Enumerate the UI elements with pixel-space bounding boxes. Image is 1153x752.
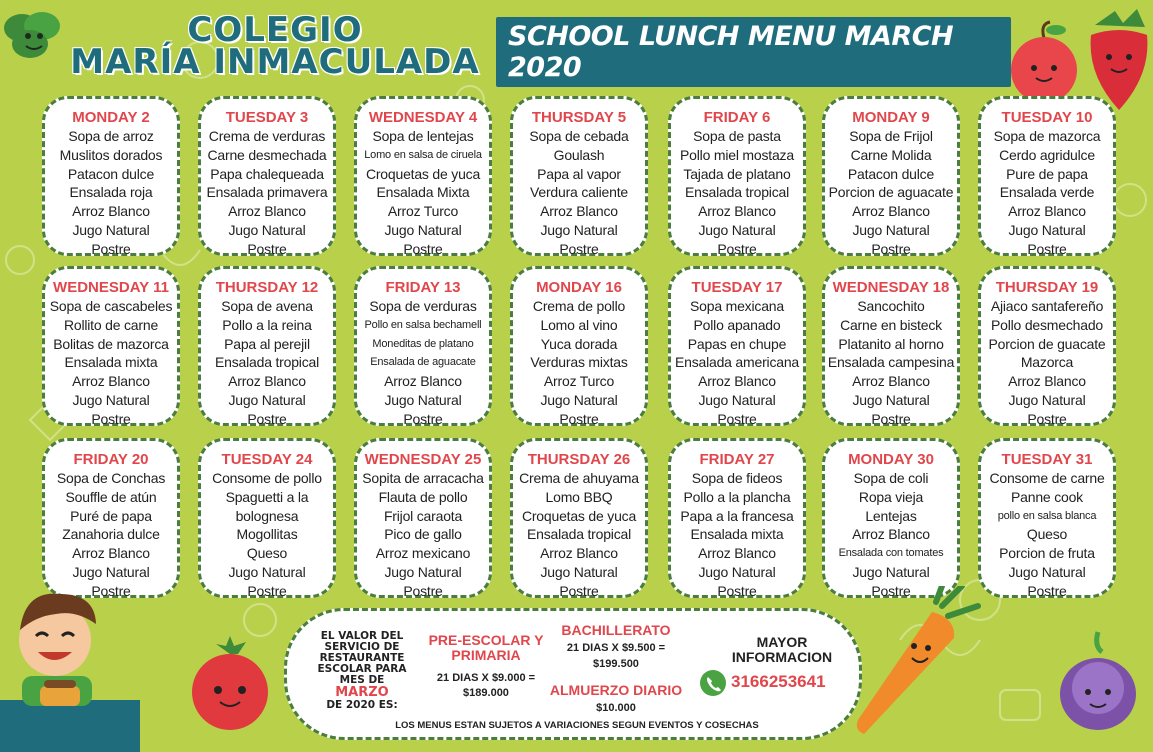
menu-day-card xyxy=(198,266,336,426)
menu-day-title: TUESDAY 24 xyxy=(221,451,313,468)
menu-item: Sopa mexicana xyxy=(690,298,784,314)
menu-day-title: MONDAY 2 xyxy=(72,109,150,126)
menu-item: Crema de ahuyama xyxy=(519,470,639,486)
menu-item: Arroz Blanco xyxy=(698,203,776,220)
menu-item: Jugo Natural xyxy=(228,563,306,580)
phone-icon xyxy=(699,669,727,697)
menu-item: Jugo Natural xyxy=(384,563,462,580)
menu-item: Muslitos dorados xyxy=(59,146,163,163)
menu-item: Arroz Turco xyxy=(543,373,615,390)
menu-item: Postre xyxy=(403,582,443,599)
menu-item: Queso xyxy=(1026,526,1068,543)
menu-item: Postre xyxy=(559,410,599,427)
menu-item: Papas en chupe xyxy=(687,335,787,352)
menu-day-card xyxy=(42,266,180,426)
menu-item: Cerdo agridulce xyxy=(999,146,1095,163)
menu-item: Jugo Natural xyxy=(228,221,306,238)
menu-item: Verdura caliente xyxy=(530,184,628,201)
menu-item: Carne Molida xyxy=(850,146,932,163)
menu-item: Ensalada mixta xyxy=(690,526,784,543)
menu-day-card xyxy=(510,266,648,426)
menu-item: Patacon dulce xyxy=(847,165,935,182)
carrot-icon xyxy=(852,586,982,736)
menu-item: Arroz Blanco xyxy=(698,545,776,562)
menu-item: Jugo Natural xyxy=(540,391,618,408)
preschool-title xyxy=(421,633,551,662)
menu-item: Sopa de Conchas xyxy=(56,470,166,486)
menu-item: Carne en bisteck xyxy=(840,316,942,333)
menu-item: Ropa vieja xyxy=(858,488,924,505)
menu-item: Pollo miel mostaza xyxy=(680,146,794,163)
menu-day-title: FRIDAY 13 xyxy=(385,279,461,296)
menu-day-title: FRIDAY 20 xyxy=(73,451,149,468)
service-value-line1: EL VALOR DEL xyxy=(320,630,404,642)
menu-item: Panne cook xyxy=(1011,488,1083,505)
onion-icon xyxy=(1054,628,1144,733)
menu-item: Arroz Blanco xyxy=(72,545,150,562)
menu-item: Flauta de pollo xyxy=(378,488,468,505)
menu-item: Platanito al horno xyxy=(838,335,944,352)
menu-day-card xyxy=(198,96,336,256)
menu-item: Sopa de coli xyxy=(853,470,929,486)
menu-item: Arroz Blanco xyxy=(72,203,150,220)
bachillerato-title: BACHILLERATO xyxy=(561,622,671,638)
service-value-text xyxy=(317,631,407,711)
service-value-line3: RESTAURANTE xyxy=(319,652,405,665)
menu-item: Sopa de pasta xyxy=(693,128,781,144)
menu-item: Sopa de mazorca xyxy=(993,128,1101,144)
menu-day-title: MONDAY 30 xyxy=(848,451,934,468)
menu-item: Arroz Blanco xyxy=(540,545,618,562)
menu-banner-title: SCHOOL LUNCH MENU MARCH 2020 xyxy=(508,21,954,83)
menu-item: Arroz Blanco xyxy=(1008,373,1086,390)
menu-item: Arroz Blanco xyxy=(228,373,306,390)
menu-day-card xyxy=(668,96,806,256)
menu-item: Jugo Natural xyxy=(72,391,150,408)
menu-item: Crema de pollo xyxy=(532,298,626,314)
menu-item: Arroz Blanco xyxy=(72,373,150,390)
menu-item: Croquetas de yuca xyxy=(521,507,637,524)
menu-item: Crema de verduras xyxy=(208,128,326,144)
menu-item: Arroz Blanco xyxy=(384,373,462,390)
menu-item: Tajada de platano xyxy=(683,165,791,182)
menu-item: Ensalada americana xyxy=(674,354,800,371)
menu-item: Postre xyxy=(717,582,757,599)
menu-item: Pollo a la reina xyxy=(222,316,312,333)
school-name-line2: MARÍA INMACULADA xyxy=(70,42,480,83)
menu-item: Pollo a la plancha xyxy=(683,488,791,505)
menu-item: Ajiaco santafereño xyxy=(990,298,1104,314)
menu-item: Sancochito xyxy=(857,298,925,314)
menu-day-title: THURSDAY 12 xyxy=(215,279,319,296)
menu-day-title: WEDNESDAY 18 xyxy=(832,279,950,296)
menu-item: Jugo Natural xyxy=(540,221,618,238)
menu-item: Arroz Blanco xyxy=(852,203,930,220)
menu-day-title: WEDNESDAY 4 xyxy=(368,109,478,126)
menu-item: Postre xyxy=(1027,410,1067,427)
menu-day-title: TUESDAY 10 xyxy=(1001,109,1093,126)
menu-item: Jugo Natural xyxy=(1008,391,1086,408)
menu-item: Ensalada campesina xyxy=(827,354,955,371)
menu-item: Pollo desmechado xyxy=(991,316,1103,333)
menu-item: Mogollitas xyxy=(236,526,298,543)
menu-item: Arroz Turco xyxy=(387,203,459,220)
menu-item: Papa al perejil xyxy=(224,335,310,352)
menu-day-title: WEDNESDAY 25 xyxy=(364,451,482,468)
menu-item: Lomo BBQ xyxy=(545,488,613,505)
preschool-price-line1: 21 DIAS X $9.000 = xyxy=(436,672,536,684)
menu-item: Sopa de fideos xyxy=(691,470,783,486)
menu-item: Postre xyxy=(717,410,757,427)
preschool-price xyxy=(421,673,551,699)
menu-item: Pico de gallo xyxy=(384,526,462,543)
bachillerato-price xyxy=(551,643,681,670)
menu-item: Verduras mixtas xyxy=(530,354,628,371)
menu-item: Arroz Blanco xyxy=(1008,203,1086,220)
menu-item: Pollo apanado xyxy=(693,316,781,333)
menu-item: Arroz mexicano xyxy=(375,545,471,562)
menu-item: Yuca dorada xyxy=(540,335,618,352)
menu-item: Arroz Blanco xyxy=(540,203,618,220)
menu-day-title: TUESDAY 31 xyxy=(1001,451,1093,468)
menu-item: Jugo Natural xyxy=(852,221,930,238)
menu-day-card xyxy=(354,266,492,426)
menu-item: Arroz Blanco xyxy=(698,373,776,390)
menu-item: Sopa de arroz xyxy=(68,128,154,144)
menu-item: Jugo Natural xyxy=(384,391,462,408)
menu-item: Sopa de verduras xyxy=(369,298,477,314)
menu-item: Ensalada tropical xyxy=(685,184,789,201)
menu-item: Jugo Natural xyxy=(540,563,618,580)
menu-item: Sopa de Frijol xyxy=(849,128,933,144)
more-info-line1: MAYOR xyxy=(756,634,808,650)
school-name xyxy=(60,10,490,83)
menu-item: Ensalada tropical xyxy=(527,526,631,543)
menu-item: Postre xyxy=(403,240,443,257)
menu-day-title: FRIDAY 6 xyxy=(703,109,771,126)
service-value-line5 xyxy=(317,675,407,700)
menu-item: Jugo Natural xyxy=(1008,221,1086,238)
menu-day-card xyxy=(978,438,1116,598)
preschool-price-total: $189.000 xyxy=(463,686,509,699)
menu-day-card xyxy=(354,438,492,598)
menu-item: Lomo al vino xyxy=(540,316,618,333)
menu-item: Moneditas de platano xyxy=(372,337,474,350)
menu-day-card xyxy=(822,438,960,598)
menu-item: Arroz Blanco xyxy=(852,373,930,390)
menu-day-card xyxy=(668,438,806,598)
menu-item: Arroz Blanco xyxy=(228,203,306,220)
menu-item: Postre xyxy=(91,240,131,257)
menu-item: pollo en salsa blanca xyxy=(997,509,1097,522)
service-value-month-label: MES DE xyxy=(339,674,385,687)
menu-item: Zanahoria dulce xyxy=(62,526,160,543)
menu-item: Ensalada de aguacate xyxy=(370,356,476,369)
menu-day-card xyxy=(510,438,648,598)
school-name-line1: COLEGIO xyxy=(187,10,363,50)
menu-disclaimer: LOS MENUS ESTAN SUJETOS A VARIACIONES SEGUN EVENTOS Y COSECHAS xyxy=(395,720,759,731)
price-info-panel xyxy=(284,608,862,740)
menu-item: Postre xyxy=(1027,582,1067,599)
menu-item: Postre xyxy=(91,410,131,427)
menu-item: Ensalada primavera xyxy=(206,184,328,201)
preschool-title-line1: PRE-ESCOLAR Y xyxy=(428,632,544,648)
apple-icon xyxy=(1004,20,1084,105)
more-info-line2: INFORMACION xyxy=(731,648,833,665)
menu-item: Postre xyxy=(559,582,599,599)
menu-item: Jugo Natural xyxy=(698,391,776,408)
menu-item: Pure de papa xyxy=(1006,165,1088,182)
menu-day-card xyxy=(42,438,180,598)
menu-day-title: TUESDAY 17 xyxy=(691,279,783,296)
menu-item: Ensalada tropical xyxy=(215,354,319,371)
menu-day-title: THURSDAY 5 xyxy=(531,109,627,126)
menu-item: Postre xyxy=(247,410,287,427)
menu-item: Jugo Natural xyxy=(852,563,930,580)
kid-eating-illustration xyxy=(0,590,140,752)
menu-item: Jugo Natural xyxy=(72,563,150,580)
menu-item: Lomo en salsa de ciruela xyxy=(364,148,482,161)
menu-item: Jugo Natural xyxy=(228,391,306,408)
menu-item: Jugo Natural xyxy=(698,563,776,580)
menu-day-title: MONDAY 9 xyxy=(852,109,930,126)
menu-item: Ensalada mixta xyxy=(64,354,158,371)
menu-item: Goulash xyxy=(553,146,605,163)
menu-item: Postre xyxy=(871,410,911,427)
menu-day-card xyxy=(354,96,492,256)
menu-item: Postre xyxy=(1027,240,1067,257)
phone-number[interactable]: 3166253641 xyxy=(731,672,826,691)
menu-day-title: MONDAY 16 xyxy=(536,279,622,296)
preschool-title-line2: PRIMARIA xyxy=(451,646,521,663)
menu-item: Croquetas de yuca xyxy=(365,165,481,182)
menu-item: Postre xyxy=(247,582,287,599)
menu-item: Frijol caraota xyxy=(383,507,463,524)
menu-item: Jugo Natural xyxy=(72,221,150,238)
menu-item: Jugo Natural xyxy=(698,221,776,238)
menu-item: Rollito de carne xyxy=(63,316,159,333)
menu-item: Pollo en salsa bechamell xyxy=(364,318,482,331)
menu-item: Ensalada roja xyxy=(69,184,153,201)
menu-item: Lentejas xyxy=(865,507,917,524)
menu-day-title: WEDNESDAY 11 xyxy=(53,279,169,296)
menu-item: Carne desmechada xyxy=(207,146,327,163)
bachillerato-price-total: $199.500 xyxy=(593,657,639,670)
menu-day-card xyxy=(978,96,1116,256)
menu-day-card xyxy=(822,96,960,256)
bachillerato-price-line1: 21 DIAS X $9.500 = xyxy=(566,642,666,654)
menu-item: Queso xyxy=(246,545,288,562)
menu-item: Bolitas de mazorca xyxy=(53,335,169,352)
menu-day-card xyxy=(978,266,1116,426)
menu-day-title: TUESDAY 3 xyxy=(225,109,309,126)
menu-banner xyxy=(496,17,1011,87)
menu-item: Souffle de atún xyxy=(65,488,157,505)
service-value-line6: DE 2020 ES: xyxy=(326,698,398,711)
service-value-line4: ESCOLAR PARA xyxy=(317,663,407,676)
menu-item: Spaguetti a la xyxy=(225,488,309,505)
menu-item: Mazorca xyxy=(1020,354,1074,371)
menu-item: Papa chalequeada xyxy=(210,165,324,182)
menu-day-title: FRIDAY 27 xyxy=(699,451,775,468)
menu-item: Postre xyxy=(403,410,443,427)
menu-item: Porcion de aguacate xyxy=(828,184,954,201)
menu-item: Sopita de arracacha xyxy=(362,470,484,486)
menu-item: Consome de pollo xyxy=(212,470,322,486)
almuerzo-price: $10.000 xyxy=(596,702,636,714)
menu-item: Jugo Natural xyxy=(1008,563,1086,580)
tomato-icon xyxy=(186,636,274,732)
menu-item: Sopa de avena xyxy=(221,298,313,314)
menu-item: Jugo Natural xyxy=(384,221,462,238)
menu-item: Sopa de lentejas xyxy=(372,128,474,144)
menu-item: Ensalada con tomates xyxy=(838,547,944,560)
menu-item: Postre xyxy=(717,240,757,257)
menu-item: Papa al vapor xyxy=(537,165,621,182)
menu-day-title: THURSDAY 19 xyxy=(995,279,1099,296)
menu-item: Ensalada Mixta xyxy=(376,184,470,201)
service-value-month: MARZO xyxy=(335,685,389,701)
menu-item: Porcion de guacate xyxy=(988,335,1106,352)
menu-item: Postre xyxy=(871,240,911,257)
menu-day-card xyxy=(42,96,180,256)
more-info-title xyxy=(727,635,837,664)
menu-item: Sopa de cascabeles xyxy=(49,298,173,314)
menu-item: Postre xyxy=(247,240,287,257)
menu-day-card xyxy=(822,266,960,426)
menu-item: Postre xyxy=(559,240,599,257)
menu-item: Postre xyxy=(871,582,911,599)
menu-day-title: THURSDAY 26 xyxy=(527,451,631,468)
menu-item: Patacon dulce xyxy=(67,165,155,182)
almuerzo-title: ALMUERZO DIARIO xyxy=(549,682,683,698)
menu-item: Postre xyxy=(91,582,131,599)
menu-item: Papa a la francesa xyxy=(680,507,794,524)
menu-item: Porcion de fruta xyxy=(999,545,1095,562)
menu-item: Consome de carne xyxy=(989,470,1105,486)
menu-day-card xyxy=(668,266,806,426)
service-value-line2: SERVICIO DE xyxy=(324,641,400,654)
menu-day-card xyxy=(510,96,648,256)
menu-item: Jugo Natural xyxy=(852,391,930,408)
menu-item: Sopa de cebada xyxy=(529,128,629,144)
menu-item: bolognesa xyxy=(235,507,299,524)
menu-item: Arroz Blanco xyxy=(852,526,930,543)
menu-item: Ensalada verde xyxy=(999,184,1095,201)
menu-item: Puré de papa xyxy=(70,507,152,524)
menu-day-card xyxy=(198,438,336,598)
